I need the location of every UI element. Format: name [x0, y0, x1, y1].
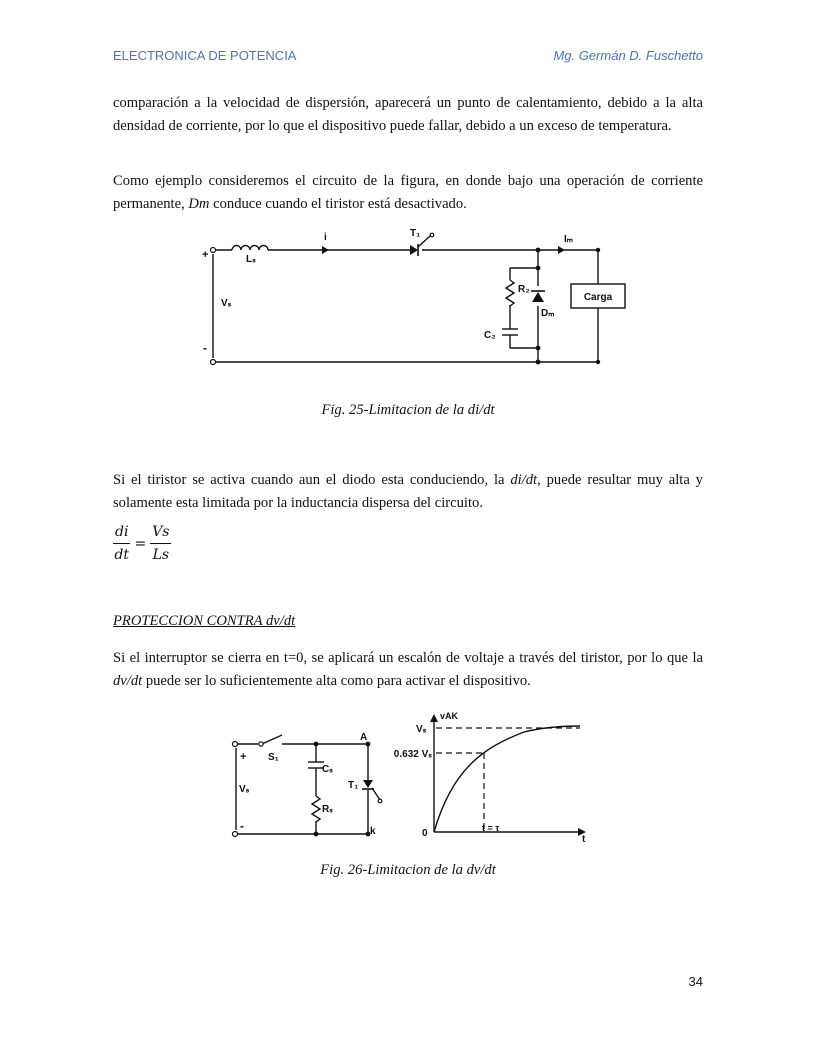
equation-den-right: Ls: [152, 547, 170, 563]
label-plus: +: [202, 249, 209, 261]
paragraph-4-text-a: Si el interruptor se cierra en t=0, se aplicará un escalón de voltaje a través del tiristor, por lo que la: [113, 650, 703, 666]
fig26-label-t-tau: t = τ: [482, 823, 500, 833]
fig26-label-s1: S₁: [268, 752, 279, 763]
fig26-label-cs: Cₛ: [322, 764, 333, 775]
label-vs: Vₛ: [221, 298, 232, 309]
paragraph-3-text-b: , puede resultar muy alta y solamente esta limitada por la inductancia dispersa del circuito.: [113, 472, 703, 511]
paragraph-2-text-b: conduce cuando el tiristor está desactivado.: [209, 196, 467, 212]
label-ls: Lₛ: [246, 254, 256, 265]
label-carga: Carga: [583, 292, 613, 303]
paragraph-2-text-a: Como ejemplo consideremos el circuito de la figura, en donde bajo una operación de corriente permanente,: [113, 173, 703, 212]
equation-den-left: dt: [114, 547, 130, 563]
fig26-label-minus: -: [240, 819, 244, 833]
fig26-label-t1: T₁: [348, 780, 359, 791]
figure-26-caption: Fig. 26-Limitacion de la dv/dt: [320, 862, 496, 878]
label-minus: -: [203, 341, 207, 355]
label-t1: T₁: [410, 228, 421, 239]
fig26-label-rs: Rₛ: [322, 804, 333, 815]
paragraph-2: [113, 170, 703, 216]
fig26-label-k: k: [370, 826, 376, 837]
paragraph-3: [113, 469, 703, 515]
fig26-label-vs-level: Vₛ: [416, 724, 427, 735]
fig26-label-0632: 0.632 Vₛ: [393, 749, 432, 760]
label-im: Iₘ: [564, 234, 574, 245]
paragraph-1: comparación a la velocidad de dispersión, aparecerá un punto de calentamiento, debido a la alta densidad de corriente, por lo que el dispositivo puede fallar, debido a un exceso de temperatura.: [113, 95, 703, 134]
equation-equals: =: [134, 535, 147, 552]
fig26-label-plus: +: [240, 751, 247, 763]
equation-num-left: di: [113, 524, 130, 544]
fig26-label-vak: vAK: [440, 711, 459, 721]
fig26-label-vs: Vₛ: [239, 784, 250, 795]
paragraph-3-text-a: Si el tiristor se activa cuando aun el diodo esta conduciendo, la: [113, 472, 511, 488]
page-number: 34: [688, 974, 703, 989]
paragraph-4-text-b: puede ser lo suficientemente alta como para activar el dispositivo.: [142, 673, 531, 689]
fig26-label-t-axis: t: [582, 834, 586, 845]
section-title: PROTECCION CONTRA dv/dt: [113, 613, 296, 629]
figure-25-caption: Fig. 25-Limitacion de la di/dt: [321, 402, 495, 418]
paragraph-3-emphasis: di/dt: [510, 472, 538, 488]
figure-25-circuit: [198, 224, 638, 370]
header-title: ELECTRONICA DE POTENCIA: [113, 48, 297, 63]
label-dm: Dₘ: [541, 308, 555, 319]
label-c2: C₂: [484, 330, 496, 341]
equation-di-dt: [113, 524, 171, 563]
fig26-label-origin: 0: [422, 828, 428, 839]
equation-num-right: Vs: [150, 524, 171, 544]
paragraph-4-emphasis: dv/dt: [113, 673, 143, 689]
label-r2: R₂: [518, 284, 530, 295]
figure-26-circuit: [228, 730, 398, 842]
paragraph-2-emphasis: Dm: [188, 196, 210, 212]
figure-26-graph: [393, 710, 602, 845]
paragraph-4: [113, 647, 703, 693]
fig26-label-a: A: [360, 732, 368, 743]
label-current-i: i: [324, 232, 327, 243]
header-author: Mg. Germán D. Fuschetto: [553, 48, 703, 63]
